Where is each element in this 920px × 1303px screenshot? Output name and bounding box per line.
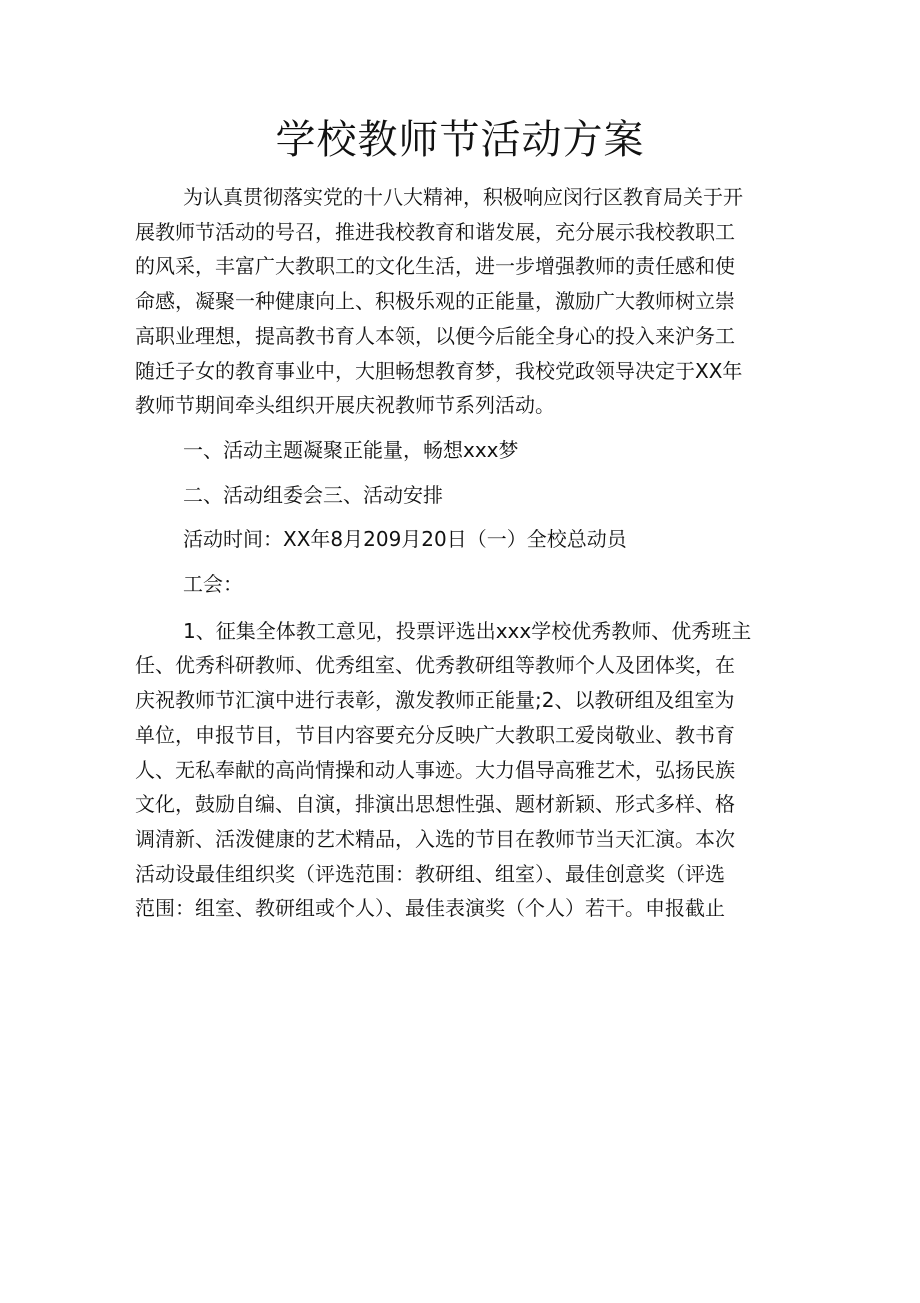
section-heading-theme: 一、活动主题凝聚正能量，畅想xxx梦 <box>183 437 519 462</box>
item-line: 任、优秀科研教师、优秀组室、优秀教研组等教师个人及团体奖，在 <box>135 653 735 678</box>
intro-line: 展教师节活动的号召，推进我校教育和谐发展，充分展示我校教职工 <box>135 219 735 244</box>
section-heading-committee: 二、活动组委会三、活动安排 <box>183 482 443 507</box>
item-line: 庆祝教师节汇演中进行表彰，激发教师正能量;2、以教研组及组室为 <box>135 688 735 713</box>
item-paragraph <box>135 614 785 926</box>
intro-line: 的风采，丰富广大教职工的文化生活，进一步增强教师的责任感和使 <box>135 254 735 279</box>
intro-line: 随迁子女的教育事业中，大胆畅想教育梦，我校党政领导决定于XX年 <box>135 358 743 383</box>
intro-line: 为认真贯彻落实党的十八大精神，积极响应闵行区教育局关于开 <box>183 185 743 209</box>
document-title: 学校教师节活动方案 <box>275 117 645 163</box>
intro-line: 教师节期间牵头组织开展庆祝教师节系列活动。 <box>135 393 555 418</box>
item-line: 1、征集全体教工意见，投票评选出xxx学校优秀教师、优秀班主 <box>183 618 752 643</box>
item-line: 人、无私奉献的高尚情操和动人事迹。大力倡导高雅艺术，弘扬民族 <box>135 757 735 782</box>
intro-line: 命感，凝聚一种健康向上、积极乐观的正能量，激励广大教师树立崇 <box>135 289 735 314</box>
item-line: 文化，鼓励自编、自演，排演出思想性强、题材新颖、形式多样、格 <box>135 792 735 817</box>
intro-line: 高职业理想，提高教书育人本领，以便今后能全身心的投入来沪务工 <box>135 323 735 348</box>
activity-time: 活动时间：XX年8月209月20日（一）全校总动员 <box>183 527 627 552</box>
item-line: 活动设最佳组织奖（评选范围：教研组、组室）、最佳创意奖（评选 <box>135 861 725 886</box>
item-line: 单位，申报节目，节目内容要充分反映广大教职工爱岗敬业、教书育 <box>135 722 735 747</box>
intro-paragraph <box>135 180 785 423</box>
document-body <box>135 180 785 926</box>
item-line: 调清新、活泼健康的艺术精品，入选的节目在教师节当天汇演。本次 <box>135 826 735 851</box>
union-label: 工会： <box>183 572 243 597</box>
item-line: 范围：组室、教研组或个人）、最佳表演奖（个人）若干。申报截止 <box>135 896 725 921</box>
